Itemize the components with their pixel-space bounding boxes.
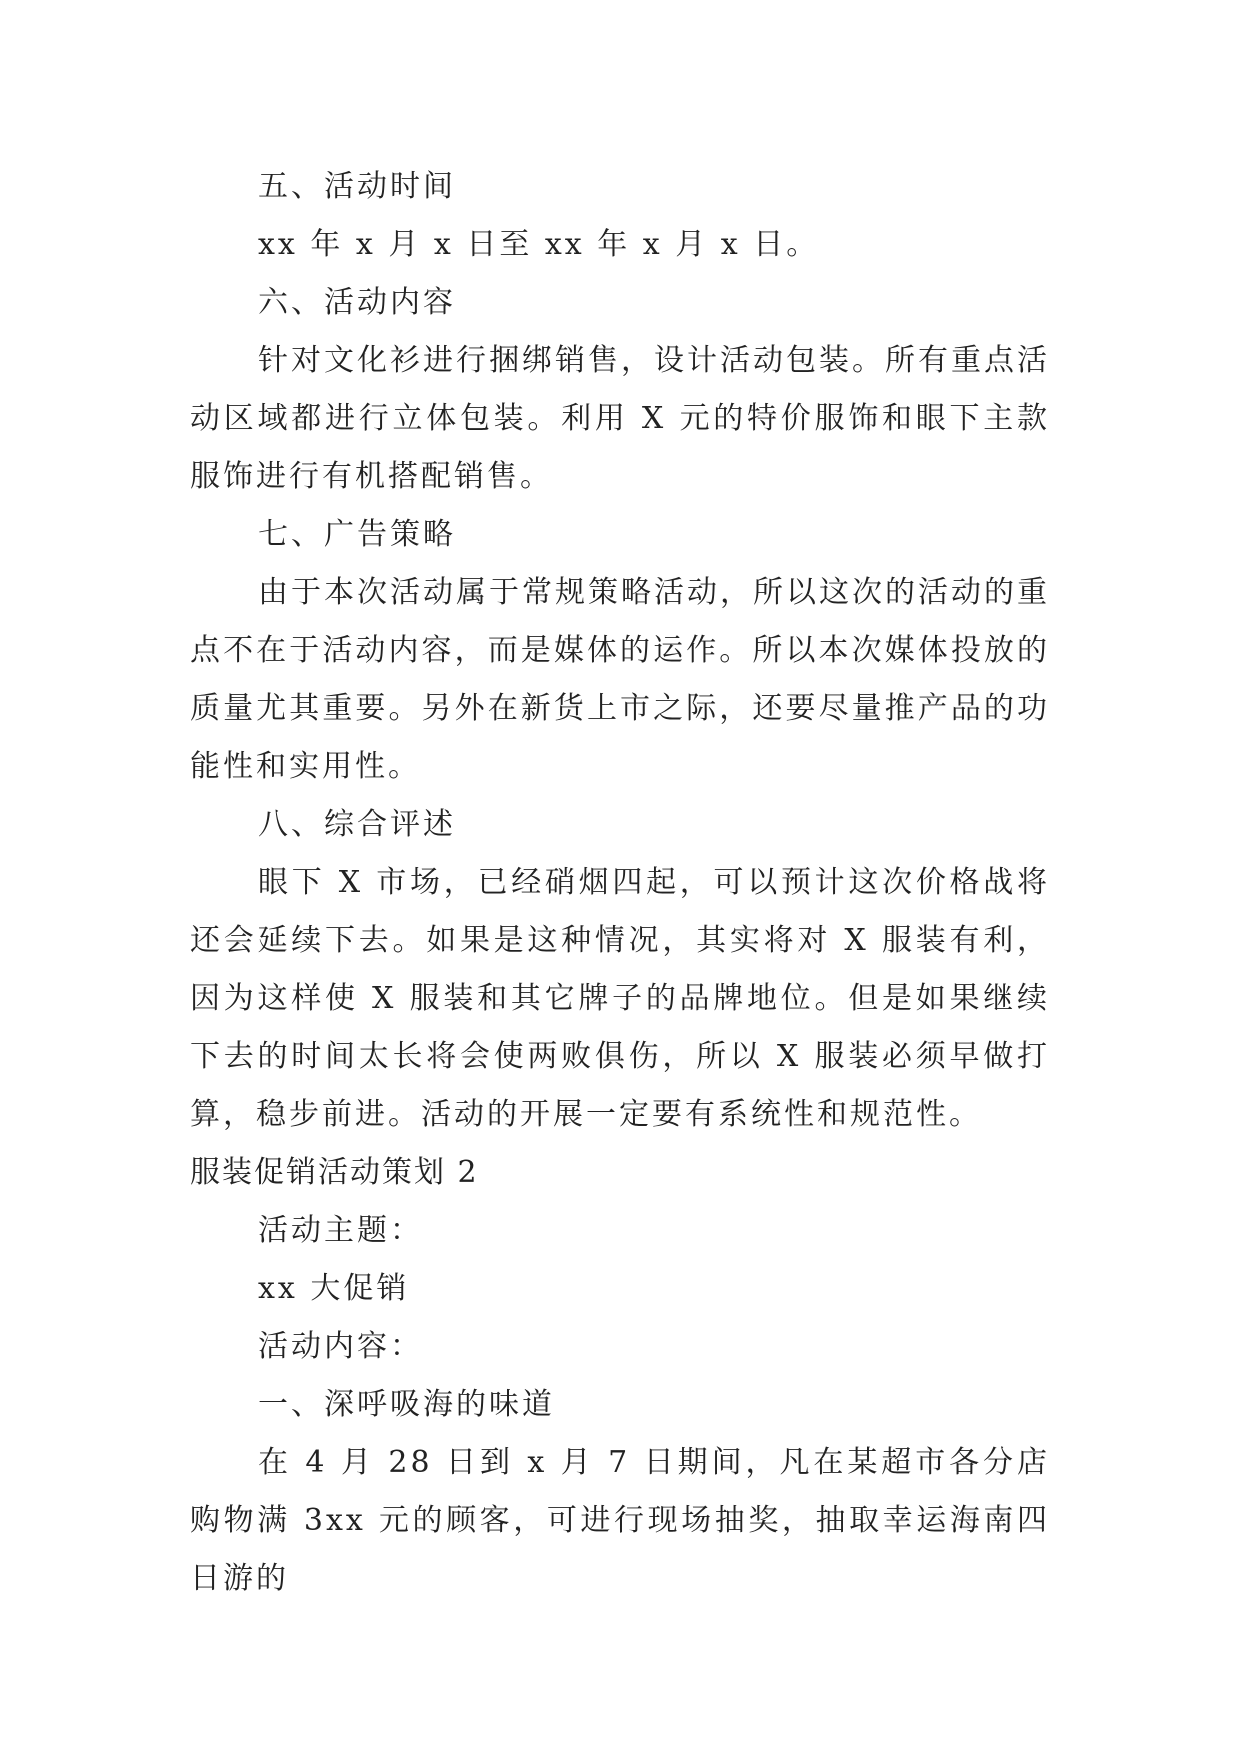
section-heading-summary: 八、综合评述 [258,807,456,842]
activity-date-range: xx 年 x 月 x 日至 xx 年 x 月 x 日。 [258,227,820,262]
paragraph-ad-strategy: 由于本次活动属于常规策略活动，所以这次的活动的重点不在于活动内容，而是媒体的运作。所以本次媒体投放的质量尤其重要。另外在新货上市之际，还要尽量推产品的功能性和实用性。 [190,575,1050,784]
section-heading-activity-time: 五、活动时间 [258,169,456,204]
paragraph-sea-taste: 在 4 月 28 日到 x 月 7 日期间，凡在某超市各分店购物满 3xx 元的顾客，可进行现场抽奖，抽取幸运海南四日游的 [190,1445,1050,1596]
activity-theme-value: xx 大促销 [258,1271,410,1306]
section-heading-activity-content: 六、活动内容 [258,285,456,320]
section-heading-sea-taste: 一、深呼吸海的味道 [258,1387,555,1422]
document-subtitle: 服装促销活动策划 2 [190,1155,479,1190]
label-activity-theme: 活动主题： [258,1213,423,1248]
section-heading-ad-strategy: 七、广告策略 [258,517,456,552]
document-body [190,158,1050,1608]
label-activity-content: 活动内容： [258,1329,423,1364]
paragraph-summary: 眼下 X 市场，已经硝烟四起，可以预计这次价格战将还会延续下去。如果是这种情况，其实将对 X 服装有利，因为这样使 X 服装和其它牌子的品牌地位。但是如果继续下去的时间太长将会使两败俱伤，所以 X 服装必须早做打算，稳步前进。活动的开展一定要有系统性和规范性。 [190,865,1050,1132]
paragraph-activity-content: 针对文化衫进行捆绑销售，设计活动包装。所有重点活动区域都进行立体包装。利用 X 元的特价服饰和眼下主款服饰进行有机搭配销售。 [190,343,1050,494]
